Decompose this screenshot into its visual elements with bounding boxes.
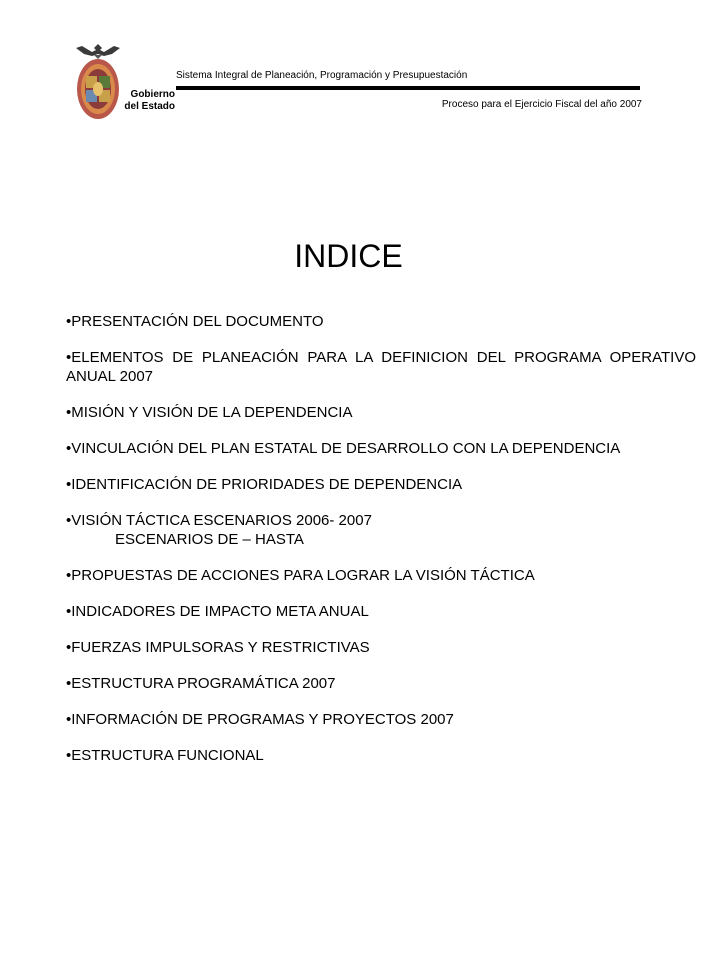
toc-item <box>66 475 696 494</box>
toc-item-label: •INDICADORES DE IMPACTO META ANUAL <box>66 603 369 620</box>
toc-item-label: •ESTRUCTURA FUNCIONAL <box>66 747 264 764</box>
toc-item <box>66 602 696 621</box>
toc-item-label: •VISIÓN TÁCTICA ESCENARIOS 2006- 2007 <box>66 512 372 529</box>
government-label-line1: Gobierno <box>130 89 175 100</box>
toc-item-label: •MISIÓN Y VISIÓN DE LA DEPENDENCIA <box>66 404 353 421</box>
toc-item <box>66 710 696 729</box>
toc-item <box>66 638 696 657</box>
toc-item <box>66 439 696 458</box>
government-label-line2: del Estado <box>124 101 175 112</box>
toc-item-label: •VINCULACIÓN DEL PLAN ESTATAL DE DESARROLLO CON LA DEPENDENCIA <box>66 440 621 457</box>
toc-item <box>66 566 696 585</box>
toc-item <box>66 348 696 386</box>
system-name: Sistema Integral de Planeación, Programación y Presupuestación <box>176 70 468 81</box>
table-of-contents <box>66 312 696 765</box>
toc-item <box>66 403 696 422</box>
toc-item <box>66 674 696 693</box>
toc-item-label: •PRESENTACIÓN DEL DOCUMENTO <box>66 313 324 330</box>
state-coat-of-arms-icon <box>74 42 122 120</box>
toc-subitem-label: ESCENARIOS DE – HASTA <box>115 531 304 548</box>
toc-item-label: •INFORMACIÓN DE PROGRAMAS Y PROYECTOS 2007 <box>66 711 454 728</box>
header-divider <box>176 86 640 90</box>
toc-item <box>66 511 696 549</box>
toc-item <box>66 312 696 331</box>
toc-item-label: •ESTRUCTURA PROGRAMÁTICA 2007 <box>66 675 336 692</box>
toc-item-label: •ELEMENTOS DE PLANEACIÓN PARA LA DEFINICION DEL PROGRAMA OPERATIVO ANUAL 2007 <box>66 349 696 385</box>
toc-item <box>66 746 696 765</box>
fiscal-process-line: Proceso para el Ejercicio Fiscal del año 2007 <box>441 99 642 110</box>
page-title: INDICE <box>294 238 403 274</box>
toc-item-label: •FUERZAS IMPULSORAS Y RESTRICTIVAS <box>66 639 370 656</box>
government-label <box>121 89 175 113</box>
toc-item-label: •PROPUESTAS DE ACCIONES PARA LOGRAR LA VISIÓN TÁCTICA <box>66 567 535 584</box>
toc-item-label: •IDENTIFICACIÓN DE PRIORIDADES DE DEPENDENCIA <box>66 476 463 493</box>
